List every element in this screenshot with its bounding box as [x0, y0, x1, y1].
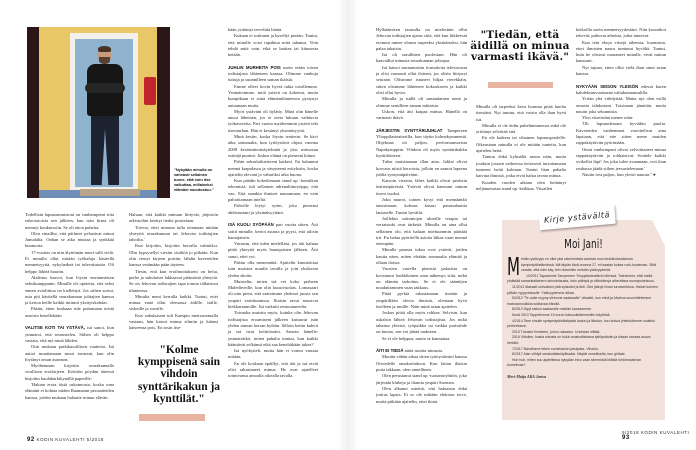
article-paragraph: [25, 382, 114, 401]
page-footer-right: [622, 430, 696, 441]
paragraph-text: Minä kestin, koska löysin teatterin. Se kävi aika sattumalta, kun tyttöystävä ohjasi vuonna 2008 kesäteatterinäytelmää ja yksi miesosan esittäjä puuttui. Joskus elämä on pienestä kiinni.: [228, 134, 318, 158]
paragraph-text: Isä nyökytteli, mutta hän ei voinut vastata mitään.: [228, 348, 318, 360]
frame-left: [27, 27, 39, 198]
article-paragraph: [228, 260, 318, 279]
paragraph-text: Vuosien varrella pienistä palasista on koostunut lonkkilainen oma näkemys siitä, mikä on elämän tarkoitus. Se ei ole sääntöjen noudattaminen vaan rakkaus.: [376, 266, 467, 291]
article-paragraph: [376, 291, 467, 310]
letter-signature: Meri-Maija AKA Jartsa: [507, 373, 546, 379]
article-paragraph: [376, 247, 467, 266]
article-paragraph: [228, 241, 318, 260]
paragraph-text: Päätin, etten koskaan tule puhumaan niistä asioista kenellekään.: [25, 306, 114, 318]
section-lead-in: JUHLIN MURHEITA POIS: [228, 64, 281, 70]
article-paragraph: [228, 65, 318, 84]
paragraph-text: usein erään toisen todistajista lähteneen kanssa. Olimme vanhoja tuttuja ja suunnilleen saman ikäisiä.: [228, 64, 318, 83]
paragraph-text: Todellisin lapsuusmuistoni on vanhempieni riita raha-asioista sen jälkeen, kun isän firma oli mennyt konkurssiin. Se oli aitoa puhetta.: [25, 212, 114, 230]
paragraph-text: Kuuden vuoden aikana olen heittänyt neljännesataa stand up -keikkaa. Vitsailen: [476, 179, 566, 191]
paragraph-text: Tulen muistamaan illan aina. Juhlat olivat korvaus niistä kerroista, jolloin en saanut lapsena juhlia syntymäpäiviäni.: [376, 159, 467, 177]
article-paragraph: [228, 310, 318, 348]
letter-paragraph: 8/2012 Myyt sielusi saatanalle meidän kanssamme.: [512, 307, 592, 312]
article-paragraph: [376, 310, 467, 335]
article-paragraph: [25, 250, 114, 275]
article-paragraph: [228, 203, 318, 216]
paragraph-text: Tampereen Ylioppilasteatterilla, kun täytin kolmekymmentä. Ohjelmaa oli paljon, performansseista Napakymppiin. Vihdoin oli myös synttärikakku kynttilöineen.: [376, 127, 467, 158]
article-paragraph: [129, 269, 218, 294]
doormat: [80, 189, 140, 196]
person-hair: [98, 46, 111, 52]
paragraph-text: Yritän yhä viihdyttää. Mutta nyt olen esillä omasta tahdostani. Toisinaan jännitän, mutta nautin joka sekunnista.: [576, 96, 666, 114]
article-paragraph: [476, 154, 566, 179]
article-paragraph: [376, 354, 467, 373]
letter-paragraph: eidän ystävyys on ollut yksi rakeimmista asioista mun keskiluokkaisessa kympintyttöelämässä. Mä täytän tänä vuonna 27, eli saatan kokea rock-kuoleman. Siltä varalta, että näin käy, tein historiikin meidän ystävyydestä.: [521, 257, 657, 273]
paragraph-text: Toivon, ettei minuun tulla ottamaan mitään yhteyttä seurakunnan tai Jehovan todistajien tahoilta.': [129, 224, 218, 243]
paragraph-text: Muistelin, miten isä vei koko perheen Malediiveille, kun olin kuusivuotias. Lomasaari oli niin pieni, että saatoimme yhdessä juosta sen ympäri varttitunnissa. Iltaisin ravut nousivat hiekkarannoille. Isä vaikutti rentoutuneelta.: [228, 278, 318, 310]
article-paragraph: [376, 109, 467, 122]
paragraph-text: Nautin tosi paljon, kun yleisö nauraa." ●: [582, 171, 656, 177]
magazine-issue: KODIN KUVALEHTI 5/2018: [36, 437, 104, 442]
paragraph-text: Myöhemmin kirjoitin seurakunnalle virallisen eroikirjeen. Keittiön pöydän ääressä kirjoitin kuulakärkikynällä paperille:: [25, 363, 114, 381]
paragraph-text: Nyt tajuan, etten ollut vielä ihan sinut asian kanssa.: [576, 64, 666, 77]
article-paragraph: [228, 84, 318, 109]
paragraph-text: Uskon, että äiti kaipaa minua. Hänellä on varmasti ikävä.: [376, 108, 467, 121]
article-paragraph: [129, 294, 218, 313]
section-lead-in: ÄITI EI TIEDÄ: [376, 348, 404, 354]
article-paragraph: [25, 325, 114, 344]
paragraph-text: pari vuotta sitten. Äiti soitti minulle, kertoi asiasta ja pyysi, että tulisin hautajaisiin.: [228, 222, 318, 240]
letter-paragraph: 5/2012 "Te ootte myyny sielunne saatanalle" vitsailet, kun minä ja Markus suunnittelemme mainosmusiikkia soittavaa bändiä.: [507, 296, 652, 306]
paragraph-text: Myös ystäväni oli hylätty. Minä olin hänelle ainoa läheinen, jos ei oteta lukuun vaihtuvia työkavereita. Pari vuotta myöhemmin ystävä teki itsemurhan. Hän ei kestänyt yksinäisyyttä.: [228, 108, 318, 133]
article-paragraph: [228, 159, 318, 178]
paragraph-text: En ole katkera tai vihainen lapsuuspuolelle. Oikeastaan minulla ei ole mitään tunteita, kun ajattelen heitä.: [476, 135, 566, 154]
drop-cap: M: [507, 252, 520, 281]
letter-paragraph: 11/2011 Makasit sohvallani pää sylissäni ja itkit. Olet jäänyt ilman turvaverkkoa. Haiset kolmen päivän ryypyreissulle. Ystävyytemme alkaa.: [507, 284, 658, 295]
paragraph-text: Olen vinaillut, että päihteet pelastivat minut Jumalalta. Onhan se aika mustaa ja synkkää huumoria.: [25, 230, 114, 249]
letter-paragraph: 4/2014 Teen sinulle syntymäpäivälahjaksi laulun ja liikutun, kun kutsut yhteisöämme uudeksi perheeksesi.: [507, 318, 655, 329]
article-paragraph: [228, 348, 318, 361]
article-column: [476, 104, 566, 202]
paragraph-text: Kun päädin kokeilemaan stand up -komiikan tekemistä, tuli sellainen adrenaliiniryöppy, että vau. Että saankin ihmiset nauramaan, en vain pahoittamaan mieltä.: [228, 178, 318, 203]
paragraph-text: Minulta meni kerralla kaikki. Tuntui, ettei minua enää ollut olemassa äidille, isälle, siskoille ja suvulle.: [129, 293, 218, 312]
paragraph-text: Katsoin vieraita, lähes kaikki olivat peräisin teatteripiireistä. Ystävät olivat kanssani minun itseni vuoksi.: [376, 178, 467, 196]
article-paragraph: [376, 65, 467, 96]
letter-paragraph: 2015 Tutustut ihmiseen, johon rakastun. Unohdan kiittää.: [512, 329, 601, 334]
article-paragraph: [129, 212, 218, 225]
article-paragraph: [376, 178, 467, 197]
letter-paragraph: 10/2011 Tapaamme Tampereen Ylioppilasteatterin bileissä. Totesimme, että meitä yhdistää samankaltainen uskontotausta, halu päihtyä ja välinkkeoja aiheuttava suorapuheisuus.: [507, 273, 655, 284]
paragraph-text: Minulle parasta tukea ovat ystävät, joiden kautta näen, miten eletään normaalia elämää ja ollaan iloisia.: [376, 247, 467, 265]
paragraph-text: Joku nauroi, toinen kysyi että mennäänkö tanssimaan, kolmas kasasi pastasalaattia lautaselle. Tuntui hyvältä.: [376, 197, 467, 215]
paragraph-text: En ole koskaan epäillyt, että äiti ja isä eivät olisi rakastaneet minua. He ovat ajatelleet toimivansa ainoalla oikealla tavalla.: [228, 360, 318, 379]
article-paragraph: [376, 336, 467, 342]
article-paragraph: [476, 135, 566, 154]
paragraph-text: keikoilla usein menneisyydestäni. Niin koomikot tekevät, puhuvat aiheista, jotka tuntevat.: [576, 27, 666, 39]
quote-accent-bar: [488, 82, 553, 88]
paragraph-text: Hylkäämisen taustalla on mielestäni ollut Jehovan todistajien ajatus siitä, että kun liikkeestä eronnut tuntee olonsa tarpeeksi yksinäiseksi, hän palaa takaisin.: [376, 27, 467, 51]
paragraph-text: Tuntuu ehkä kylmältä sanoa näin, mutta jouduin jossain vaiheessa tietoisesti turruttamaan tunteeni heitä kohtaan. Tuntui liian pahalta kaivata ihmisiä, jotka eivät halua tavata minua.: [476, 154, 566, 179]
paragraph-text: Minulla ja isällä oli samanlainen nenä ja olimme sentilleen saman mittaisia.: [376, 96, 467, 108]
article-paragraph: [376, 159, 467, 178]
paragraph-text: Pahville löytyi rytmi, joka pienensi ahdistustani ja yksinäisyyttäni.: [228, 203, 318, 215]
paragraph-text: Omat vanhempani olivat velvoittaneet minua rappukäytäviin ja rohkaisivat: Soittele kaikki ovikellot läpi! Jos joku tulee avaamaan, voit ihan rauhassa jäädä siihen jeesustelemaan.': [576, 146, 666, 171]
frame-right: [157, 27, 170, 198]
letter-paragraph: Huh huh, miten suu ajatellessa nykyään irtoo vaan tämmöstä kiltistä tuhkimotarinan tunnelmaa?: [507, 357, 642, 368]
paragraph-text: Minulla oli tarpeeksi kova homma pitää huolta itsestäni. Nyt tuntuu, että voisin olla ihan hyvä isä.: [476, 104, 566, 122]
paragraph-text: näitä asioita minusta.: [403, 348, 444, 354]
letter-ribbon-label: Kirje ystävältä: [538, 205, 615, 231]
paragraph-text: Vastasin, että tulen mielelläni, jos äiti haluaa pitää yhteyttä myös hautajaisten jälkeen. Äiti sanoi, ettei voi.: [228, 241, 318, 259]
paragraph-text: 'Oli lapsuudessani hyviäkin puolia. Kavereiden vanhemmat varoittelivat aina lapsiaan, että etie sitten mene muiden rappukäytäviin pyörimään.: [576, 121, 666, 146]
article-paragraph: [228, 109, 318, 134]
page-number: 92: [27, 437, 35, 443]
paragraph-text: Haluan, että kaikki minuun liittyvät, järjestön arkistoihin kerätyt tiedot poistetaan.: [129, 212, 218, 224]
article-paragraph: [576, 65, 666, 78]
section-lead-in: JÄRJESTIN SYNTTÄRIJUHLAT: [376, 127, 443, 133]
page-footer-left: [27, 437, 104, 443]
section-lead-in: VALITSE KOTI TAI YSTÄVÄ,: [25, 325, 85, 331]
letter-paragraph: 8/2017 Alan viihtyä omakotitaloidyllissäsi. Näytät onnelliselta, kun grillaat.: [512, 352, 626, 357]
article-paragraph: [25, 363, 114, 382]
article-paragraph: [129, 225, 218, 244]
article-paragraph: [476, 180, 566, 193]
letter-greeting: Moi Jani!: [564, 236, 603, 251]
article-paragraph: [476, 123, 566, 136]
person-beard: [99, 57, 110, 64]
letter-paragraph: 2016 Vittuilen, koska sinusta on tullut omakotitalossa tyttöystävän ja kissan kanssa asuva herkkiö.: [507, 335, 651, 345]
article-paragraph: [228, 134, 318, 159]
pull-quote: "Tiedän, että äidillä on minua varmasti ikävä.": [470, 29, 570, 64]
article-paragraph: [576, 27, 666, 40]
article-column: [376, 27, 467, 423]
article-paragraph: [228, 279, 318, 310]
paragraph-text: Olen alkanut miettiä, että haluaisin ehkä joskus lapsia. Ei se ole mikään ehdoton toive, mutta pitkään ajattelin, ettei ikinä.: [376, 385, 467, 404]
paragraph-text: Emme olleet kovin hyviä tukia toisillemme. Ymmärsimme, mitä ystävä on kokenut, mutta kumpikaan ei siinä elämäntilanteessa pystynyt auttamaan muita.: [228, 83, 318, 108]
paragraph-text: Otin mukaan putkikassillisen vaatteita. Isä auttoi muuttamaan muut tavarani, kun olin löytänyt oman asunnon.: [25, 344, 114, 362]
paragraph-text: Muutin vähän aikaa sitten tyttöystäväni kanssa Orivedelle omakotitaloon. Kun laitan iltaisin puita takkaan, olen onnellinen.: [376, 354, 467, 373]
paragraph-text: kään yrittänyt tervehtiä häntä.: [228, 27, 283, 32]
article-paragraph: [376, 386, 467, 405]
letter-paragraphs: [507, 252, 659, 369]
pull-quote: "Kolme kymppisenä sain vihdoin synttärikakun ja kynttilät.": [137, 344, 221, 405]
paragraph-text: Se ei ole helppoa, mutta se kannattaa.: [382, 335, 451, 341]
quote-accent-bar: [139, 414, 205, 421]
article-column: [576, 27, 666, 197]
article-paragraph: [376, 373, 467, 386]
paragraph-text: Isä katsoi sunnuntaisin formuloita televisiosta ja olisi varmasti ollut iloinen, jos olisin liittynyt seuraan. Olisimme istuneet hiljaa vierekkäin, sitten olisimme lähteneet kokoukseen ja kaikki olisi ollut hyvin.: [376, 64, 467, 95]
page-gutter: [338, 0, 358, 450]
paragraph-text: Kukaan ei soittanut ja kysellyt perään. Tuntui, että minulle voisi tapahtua mitä tahansa. Voin tehdä mitä vain, eikä se haittaa tai kiinnosta ketään.: [228, 33, 318, 58]
paragraph-text: Joskus pitää olla myös rohkea. Selvisin, kun uskalsin lähteä Jehovan todistajista. Jos mikä tahansa yhteisö, työpaikka tai vaikka parisuhde on huono, sen voi jättää taakseen.: [376, 310, 467, 335]
article-paragraph: [228, 33, 318, 58]
article-column: [25, 212, 114, 422]
paragraph-text: Päätin olla menemättä. Ajattelin kunnioittaa isän muistoa muulla tavalla ja join yksikseni yhden shotin.: [228, 259, 318, 278]
letter-paragraph: 7/2017 Bändimme tekee comebackin jahajaisa. Vihdoin.: [512, 346, 599, 351]
paragraph-text: Olen perustanut stand up -tuotantoyhtiön, joka järjestää klubeja ja iltamia ympäri Suomea.: [376, 373, 467, 385]
article-column: [228, 27, 318, 423]
article-paragraph: [376, 216, 467, 247]
article-paragraph: [25, 231, 114, 250]
article-paragraph: [25, 275, 114, 306]
photo-caption: "Nykyään minulla on vahvasti sellainen tunne, että voin itse vaikuttaa, millaiseksi elämäni muodostuu.": [174, 167, 214, 192]
paragraph-text: edessä kuten kahdeksanvuotiaana valtakunnansalilla.: [576, 83, 666, 95]
article-paragraph: [376, 27, 467, 52]
paragraph-text: Kun sukulaiseni tuli Kampin metroasemalla vastaan, hän katsoi minua silmiin ja käänsi katseensa pois. En tosin itse-: [129, 312, 218, 331]
article-paragraph: [25, 212, 114, 231]
letter-body: [507, 252, 659, 379]
article-paragraph: [576, 147, 666, 172]
paragraph-text: 17-vuotias on niin älyttömän nuori sälli vielä. Ei minulla ollut mitään työkaluja käsitellä menneisyyttä, nykyhetkeä tai tulevaisuutta. Oli helppo lähteä baariin.: [25, 249, 114, 274]
article-paragraph: [576, 40, 666, 65]
page-number: 93: [622, 435, 630, 441]
paragraph-text: Ahdistus kasvoi, kun löysin ensimmäisen seksikumppanin. Minulle oli opetettu, että seksi ennen avioliittoa on kiellettyä. Jos siihen sortui, asia piti käsitellä seurakunnan johtajien kanssa ja kertoa heille kaikki intiimit yksityiskohdat.: [25, 274, 114, 306]
magazine-issue: 5/2018 KODIN KUVALEHTI: [622, 430, 690, 435]
section-lead-in: ISÄ KUOLI SYÖPÄÄN: [228, 222, 274, 228]
article-paragraph: [576, 121, 666, 146]
paragraph-text: Kun tein ekoja vitsejä aiheesta, huomasin, ettei ihmisten nauru tuntunut hyvältä. Tuntui, kuin he olisivat nauraneet minulle, eivät minun kanssani.: [576, 39, 666, 64]
article-paragraph: [576, 96, 666, 115]
portrait-photo: [27, 27, 170, 198]
article-paragraph: [476, 104, 566, 123]
letter-paragraph: Kesä 2013 Tappelemme 10 euron katusoittotienestien käytöstä.: [512, 312, 611, 317]
paragraph-text: Toisaalta muistin myös, kuinka olin Jehovan todistajista eroamiseni jälkeen kutsunut isän yhden ainoan kerran kylään. Silloin keitin kahvit ja isä istui keittiössäni. Sanoin hänelle: ymmärrätkö, miten pahalta tuntuu, kun kaikki kääntävät selkänsä eikä saa keneltäkään tukea?: [228, 310, 318, 347]
paragraph-text: 'Haluan erota tästä uskonnosta, koska oma elämäni ei kohtaa niiden Raamatun periaatteiden kanssa, joiden mukaan haluatte minun elävän.: [25, 382, 114, 400]
paragraph-text: Pahin seksuluikierteeni katkesi. En halunnut mennä krapulassa ja väsyneenä esityksiin, koska ajattelin olevani jo valmiiksi aika huono.: [228, 159, 318, 177]
paragraph-text: Kun kirjoitin, kirjoitin kerralla valmiiksi. Olin kypsytellyt viestin sisältöä jo pitkään. Kun olin vienyt kirjeen postiin, lähdin kavereiden kanssa vetämään pään täyteen.: [129, 243, 218, 268]
article-paragraph: [576, 172, 666, 178]
red-bag: [144, 77, 156, 105]
paragraph-text: isä sanoi, kun ymmärsi, että seurustelen. Siihen oli helppo vastata, että nyt minä lähden.: [25, 325, 114, 343]
paragraph-text: Isä oli surullinen puolestani. Hän oli kaavaillut minusta seurakunnan johtajaa.: [376, 52, 467, 64]
article-paragraph: [228, 361, 318, 380]
article-column: [129, 212, 218, 340]
article-paragraph: [25, 306, 114, 319]
article-paragraph: [576, 84, 666, 97]
article-paragraph: [376, 266, 467, 291]
article-paragraph: [25, 344, 114, 363]
article-paragraph: [376, 197, 467, 216]
article-paragraph: [228, 178, 318, 203]
article-paragraph: [228, 222, 318, 241]
person-crossed-arms: [85, 83, 125, 93]
paragraph-text: Minulla ei ole äidin puhelinnumeroa enkä ole yrittänyt selvittää sitä.: [476, 122, 566, 135]
paragraph-text: Pitää pyrkiä rakastamaan itseään ja ympärillään olevia ihmisiä, olemaan hyvä itselleen ja muille. Näin minä asian ajattelen.: [376, 291, 467, 310]
section-lead-in: NYKYÄÄN SEISON YLEISÖN: [576, 83, 639, 89]
paragraph-text: Joillekin uskontojen uhreille terapia tai vertaistuki ovat tärkeitä. Minulla on aina ollut sellainen olo, että haluan mieluummin päästää irti. En halua pyöritellä asioita liikaa vaan mennä eteenpäin.: [376, 215, 467, 247]
article-paragraph: [129, 243, 218, 268]
article-paragraph: [376, 52, 467, 65]
article-paragraph: [376, 128, 467, 159]
article-paragraph: [129, 313, 218, 332]
paragraph-text: Tiesin, että kun eroilmoitukseni on hetta, perhe ja sukulaiset lakkaavat pitämästä yhteyttä. Se on Jehovan todistajien tapa toimia tällaisissa tilanteissa.: [129, 268, 218, 293]
paragraph-text: Yksi vitseistäni menee näin:: [582, 115, 634, 121]
article-paragraph: [376, 96, 467, 109]
